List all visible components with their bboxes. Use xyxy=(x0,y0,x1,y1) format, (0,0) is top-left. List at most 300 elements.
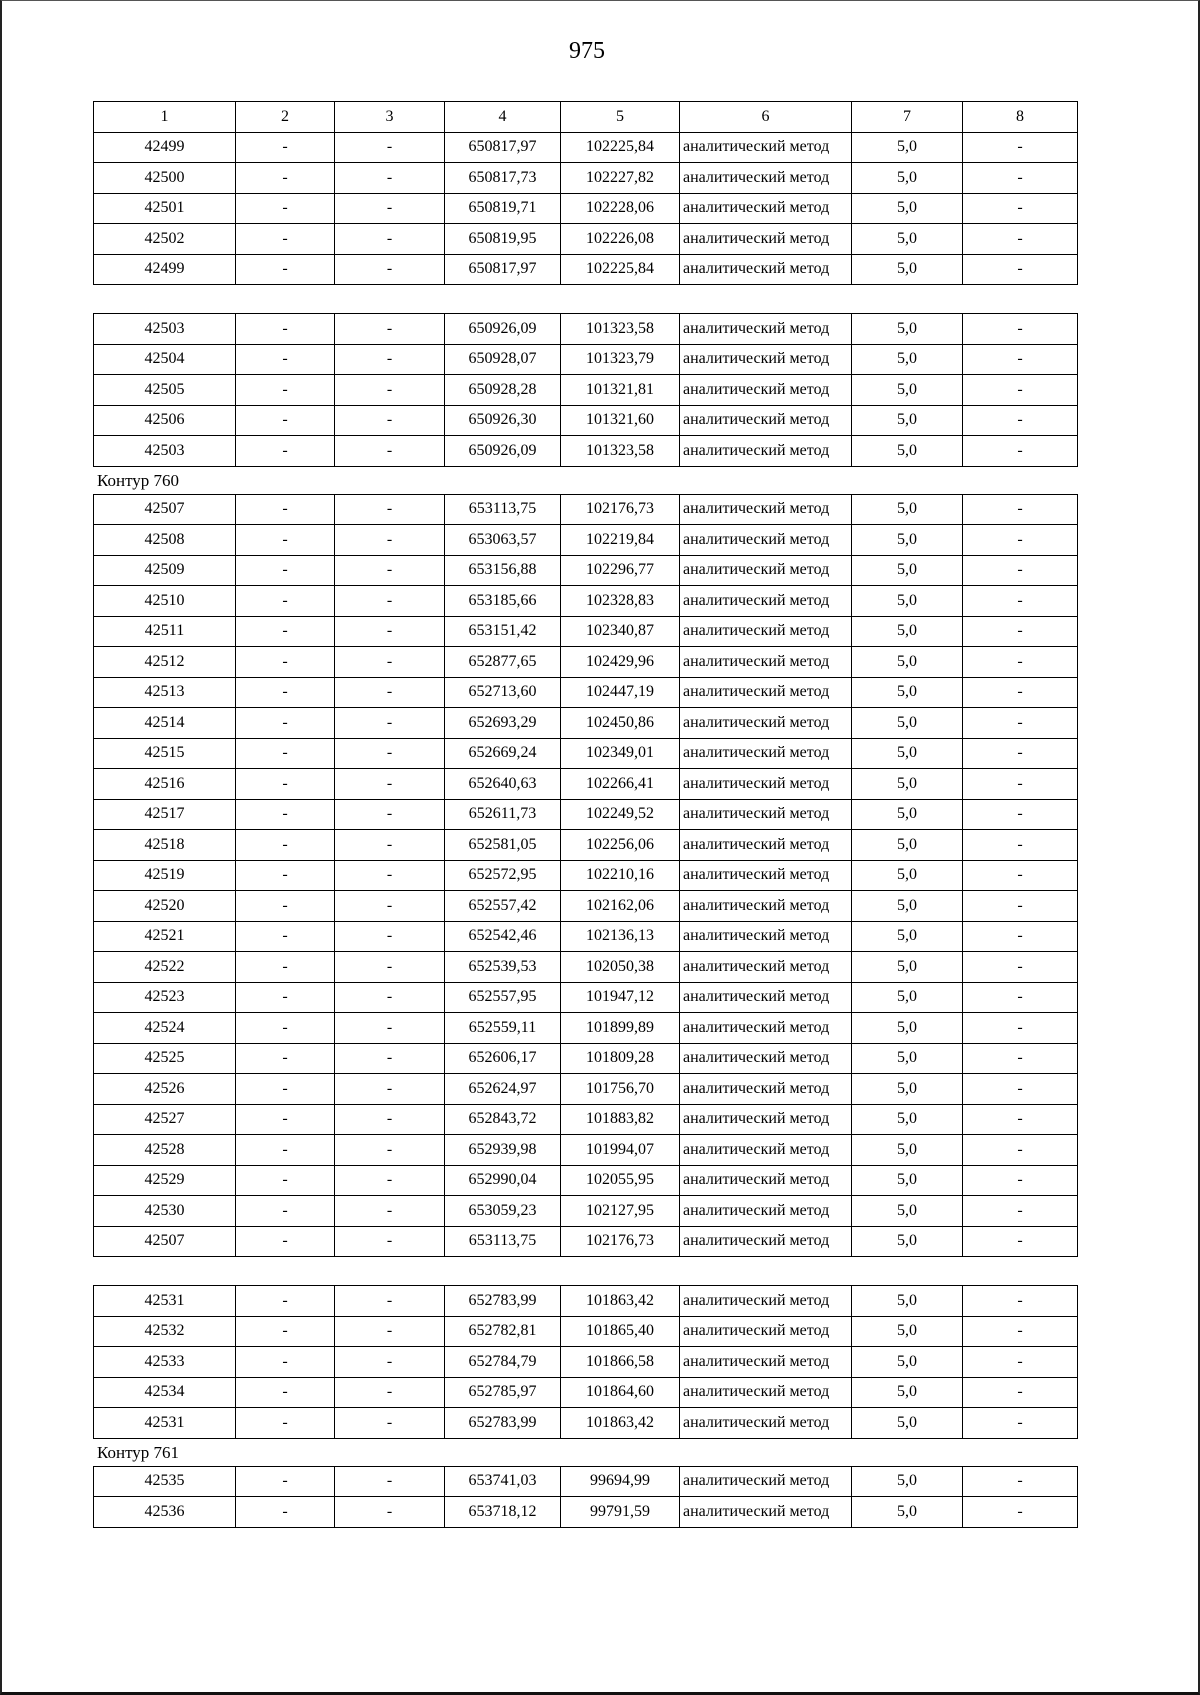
method-cell: аналитический метод xyxy=(680,1377,852,1408)
col-8-cell: - xyxy=(963,314,1078,345)
col-2-cell: - xyxy=(236,224,335,255)
contour-label: Контур 761 xyxy=(97,1442,180,1462)
coord-x-cell: 653741,03 xyxy=(445,1466,561,1497)
col-3-cell: - xyxy=(335,952,445,983)
col-2-cell: - xyxy=(236,344,335,375)
col-8-cell: - xyxy=(963,982,1078,1013)
accuracy-cell: 5,0 xyxy=(852,738,963,769)
table-row xyxy=(94,1226,1078,1257)
coord-x-cell: 652783,99 xyxy=(445,1286,561,1317)
col-2-cell: - xyxy=(236,405,335,436)
accuracy-cell: 5,0 xyxy=(852,193,963,224)
accuracy-cell: 5,0 xyxy=(852,799,963,830)
col-8-cell: - xyxy=(963,405,1078,436)
point-number-cell: 42534 xyxy=(94,1377,236,1408)
col-3-cell: - xyxy=(335,616,445,647)
method-cell: аналитический метод xyxy=(680,616,852,647)
method-cell: аналитический метод xyxy=(680,1196,852,1227)
coord-y-cell: 102228,06 xyxy=(561,193,680,224)
coord-x-cell: 652581,05 xyxy=(445,830,561,861)
col-3-cell: - xyxy=(335,891,445,922)
table-row xyxy=(94,799,1078,830)
col-2-cell: - xyxy=(236,1196,335,1227)
col-8-cell: - xyxy=(963,1466,1078,1497)
coord-y-cell: 102266,41 xyxy=(561,769,680,800)
table-row xyxy=(94,224,1078,255)
coord-y-cell: 101323,58 xyxy=(561,436,680,467)
col-2-cell: - xyxy=(236,1286,335,1317)
col-8-cell: - xyxy=(963,1135,1078,1166)
col-2-cell: - xyxy=(236,1347,335,1378)
col-3-cell: - xyxy=(335,1013,445,1044)
coordinates-table xyxy=(93,313,1078,467)
col-3-cell: - xyxy=(335,860,445,891)
point-number-cell: 42506 xyxy=(94,405,236,436)
col-2-cell: - xyxy=(236,436,335,467)
point-number-cell: 42519 xyxy=(94,860,236,891)
method-cell: аналитический метод xyxy=(680,1466,852,1497)
table-row xyxy=(94,1043,1078,1074)
accuracy-cell: 5,0 xyxy=(852,314,963,345)
col-3-cell: - xyxy=(335,1135,445,1166)
accuracy-cell: 5,0 xyxy=(852,921,963,952)
col-2-cell: - xyxy=(236,708,335,739)
coord-y-cell: 102450,86 xyxy=(561,708,680,739)
col-2-cell: - xyxy=(236,555,335,586)
point-number-cell: 42527 xyxy=(94,1104,236,1135)
method-cell: аналитический метод xyxy=(680,436,852,467)
table-row xyxy=(94,677,1078,708)
coord-y-cell: 102296,77 xyxy=(561,555,680,586)
point-number-cell: 42503 xyxy=(94,436,236,467)
col-8-cell: - xyxy=(963,799,1078,830)
coord-x-cell: 652693,29 xyxy=(445,708,561,739)
method-cell: аналитический метод xyxy=(680,1347,852,1378)
col-3-cell: - xyxy=(335,132,445,163)
point-number-cell: 42508 xyxy=(94,525,236,556)
point-number-cell: 42514 xyxy=(94,708,236,739)
method-cell: аналитический метод xyxy=(680,952,852,983)
coord-x-cell: 650928,28 xyxy=(445,375,561,406)
coord-y-cell: 102226,08 xyxy=(561,224,680,255)
method-cell: аналитический метод xyxy=(680,314,852,345)
coord-x-cell: 653113,75 xyxy=(445,1226,561,1257)
coord-x-cell: 653156,88 xyxy=(445,555,561,586)
accuracy-cell: 5,0 xyxy=(852,891,963,922)
coordinates-table xyxy=(93,1466,1078,1528)
method-cell: аналитический метод xyxy=(680,1135,852,1166)
col-8-cell: - xyxy=(963,769,1078,800)
col-3-cell: - xyxy=(335,1408,445,1439)
col-2-cell: - xyxy=(236,1316,335,1347)
accuracy-cell: 5,0 xyxy=(852,586,963,617)
col-3-cell: - xyxy=(335,647,445,678)
col-2-cell: - xyxy=(236,1043,335,1074)
point-number-cell: 42515 xyxy=(94,738,236,769)
header-cell: 1 xyxy=(94,102,236,133)
col-2-cell: - xyxy=(236,1226,335,1257)
method-cell: аналитический метод xyxy=(680,1286,852,1317)
coord-x-cell: 652669,24 xyxy=(445,738,561,769)
coord-x-cell: 653113,75 xyxy=(445,494,561,525)
point-number-cell: 42524 xyxy=(94,1013,236,1044)
col-8-cell: - xyxy=(963,1226,1078,1257)
col-2-cell: - xyxy=(236,738,335,769)
coord-y-cell: 101323,79 xyxy=(561,344,680,375)
col-2-cell: - xyxy=(236,494,335,525)
table-row xyxy=(94,1347,1078,1378)
col-3-cell: - xyxy=(335,1226,445,1257)
col-3-cell: - xyxy=(335,254,445,285)
coord-x-cell: 650817,97 xyxy=(445,254,561,285)
table-row xyxy=(94,405,1078,436)
col-2-cell: - xyxy=(236,1013,335,1044)
accuracy-cell: 5,0 xyxy=(852,830,963,861)
accuracy-cell: 5,0 xyxy=(852,224,963,255)
col-8-cell: - xyxy=(963,1286,1078,1317)
point-number-cell: 42517 xyxy=(94,799,236,830)
accuracy-cell: 5,0 xyxy=(852,1497,963,1528)
coord-y-cell: 101863,42 xyxy=(561,1286,680,1317)
point-number-cell: 42510 xyxy=(94,586,236,617)
col-2-cell: - xyxy=(236,1074,335,1105)
col-8-cell: - xyxy=(963,952,1078,983)
table-row xyxy=(94,1074,1078,1105)
coord-y-cell: 101866,58 xyxy=(561,1347,680,1378)
coord-y-cell: 101994,07 xyxy=(561,1135,680,1166)
col-8-cell: - xyxy=(963,1165,1078,1196)
accuracy-cell: 5,0 xyxy=(852,375,963,406)
accuracy-cell: 5,0 xyxy=(852,1074,963,1105)
col-8-cell: - xyxy=(963,860,1078,891)
col-8-cell: - xyxy=(963,494,1078,525)
coord-y-cell: 102447,19 xyxy=(561,677,680,708)
col-2-cell: - xyxy=(236,1497,335,1528)
col-3-cell: - xyxy=(335,375,445,406)
col-2-cell: - xyxy=(236,891,335,922)
col-3-cell: - xyxy=(335,344,445,375)
method-cell: аналитический метод xyxy=(680,769,852,800)
coordinates-table xyxy=(93,1285,1078,1439)
coord-x-cell: 652611,73 xyxy=(445,799,561,830)
header-row xyxy=(94,102,1078,133)
coord-x-cell: 653151,42 xyxy=(445,616,561,647)
coord-y-cell: 101756,70 xyxy=(561,1074,680,1105)
col-2-cell: - xyxy=(236,647,335,678)
point-number-cell: 42503 xyxy=(94,314,236,345)
coord-y-cell: 102136,13 xyxy=(561,921,680,952)
accuracy-cell: 5,0 xyxy=(852,952,963,983)
table-row xyxy=(94,1377,1078,1408)
point-number-cell: 42505 xyxy=(94,375,236,406)
table-row xyxy=(94,1497,1078,1528)
coord-y-cell: 101323,58 xyxy=(561,314,680,345)
coord-y-cell: 102349,01 xyxy=(561,738,680,769)
coordinates-table xyxy=(93,494,1078,1258)
method-cell: аналитический метод xyxy=(680,799,852,830)
accuracy-cell: 5,0 xyxy=(852,163,963,194)
col-8-cell: - xyxy=(963,1074,1078,1105)
coord-x-cell: 652843,72 xyxy=(445,1104,561,1135)
coord-x-cell: 652606,17 xyxy=(445,1043,561,1074)
point-number-cell: 42531 xyxy=(94,1286,236,1317)
header-cell: 3 xyxy=(335,102,445,133)
method-cell: аналитический метод xyxy=(680,1043,852,1074)
col-8-cell: - xyxy=(963,738,1078,769)
col-2-cell: - xyxy=(236,163,335,194)
method-cell: аналитический метод xyxy=(680,860,852,891)
method-cell: аналитический метод xyxy=(680,1104,852,1135)
method-cell: аналитический метод xyxy=(680,375,852,406)
col-3-cell: - xyxy=(335,921,445,952)
method-cell: аналитический метод xyxy=(680,405,852,436)
col-2-cell: - xyxy=(236,314,335,345)
col-2-cell: - xyxy=(236,677,335,708)
col-3-cell: - xyxy=(335,1165,445,1196)
point-number-cell: 42509 xyxy=(94,555,236,586)
coord-y-cell: 102210,16 xyxy=(561,860,680,891)
method-cell: аналитический метод xyxy=(680,1013,852,1044)
accuracy-cell: 5,0 xyxy=(852,1135,963,1166)
coord-x-cell: 650926,30 xyxy=(445,405,561,436)
table-row xyxy=(94,586,1078,617)
header-cell: 7 xyxy=(852,102,963,133)
coord-y-cell: 102050,38 xyxy=(561,952,680,983)
col-8-cell: - xyxy=(963,224,1078,255)
coord-x-cell: 650819,71 xyxy=(445,193,561,224)
col-8-cell: - xyxy=(963,677,1078,708)
method-cell: аналитический метод xyxy=(680,830,852,861)
point-number-cell: 42499 xyxy=(94,132,236,163)
method-cell: аналитический метод xyxy=(680,163,852,194)
method-cell: аналитический метод xyxy=(680,344,852,375)
table-row xyxy=(94,860,1078,891)
point-number-cell: 42521 xyxy=(94,921,236,952)
table-row xyxy=(94,1286,1078,1317)
col-3-cell: - xyxy=(335,708,445,739)
point-number-cell: 42513 xyxy=(94,677,236,708)
accuracy-cell: 5,0 xyxy=(852,1316,963,1347)
method-cell: аналитический метод xyxy=(680,494,852,525)
method-cell: аналитический метод xyxy=(680,677,852,708)
table-row xyxy=(94,436,1078,467)
coordinates-document xyxy=(93,101,1077,1528)
coord-y-cell: 101947,12 xyxy=(561,982,680,1013)
method-cell: аналитический метод xyxy=(680,1165,852,1196)
col-8-cell: - xyxy=(963,254,1078,285)
coord-y-cell: 102340,87 xyxy=(561,616,680,647)
coord-y-cell: 102219,84 xyxy=(561,525,680,556)
accuracy-cell: 5,0 xyxy=(852,1466,963,1497)
col-3-cell: - xyxy=(335,738,445,769)
accuracy-cell: 5,0 xyxy=(852,1347,963,1378)
col-8-cell: - xyxy=(963,132,1078,163)
table-row xyxy=(94,616,1078,647)
col-8-cell: - xyxy=(963,1043,1078,1074)
col-2-cell: - xyxy=(236,1165,335,1196)
method-cell: аналитический метод xyxy=(680,738,852,769)
method-cell: аналитический метод xyxy=(680,982,852,1013)
coord-x-cell: 650928,07 xyxy=(445,344,561,375)
table-row xyxy=(94,254,1078,285)
table-row xyxy=(94,163,1078,194)
coord-x-cell: 650817,97 xyxy=(445,132,561,163)
coord-x-cell: 652990,04 xyxy=(445,1165,561,1196)
point-number-cell: 42525 xyxy=(94,1043,236,1074)
coord-x-cell: 652939,98 xyxy=(445,1135,561,1166)
table-row xyxy=(94,1196,1078,1227)
table-row xyxy=(94,952,1078,983)
method-cell: аналитический метод xyxy=(680,525,852,556)
accuracy-cell: 5,0 xyxy=(852,405,963,436)
coord-y-cell: 99791,59 xyxy=(561,1497,680,1528)
point-number-cell: 42526 xyxy=(94,1074,236,1105)
accuracy-cell: 5,0 xyxy=(852,1377,963,1408)
col-2-cell: - xyxy=(236,799,335,830)
coord-x-cell: 653718,12 xyxy=(445,1497,561,1528)
method-cell: аналитический метод xyxy=(680,224,852,255)
col-3-cell: - xyxy=(335,799,445,830)
method-cell: аналитический метод xyxy=(680,1074,852,1105)
coord-y-cell: 101809,28 xyxy=(561,1043,680,1074)
coord-y-cell: 101864,60 xyxy=(561,1377,680,1408)
coord-x-cell: 650819,95 xyxy=(445,224,561,255)
method-cell: аналитический метод xyxy=(680,1226,852,1257)
accuracy-cell: 5,0 xyxy=(852,1165,963,1196)
col-8-cell: - xyxy=(963,525,1078,556)
table-row xyxy=(94,647,1078,678)
coord-x-cell: 652542,46 xyxy=(445,921,561,952)
col-3-cell: - xyxy=(335,525,445,556)
accuracy-cell: 5,0 xyxy=(852,1408,963,1439)
table-row xyxy=(94,555,1078,586)
col-2-cell: - xyxy=(236,1135,335,1166)
table-row xyxy=(94,314,1078,345)
coord-x-cell: 652557,42 xyxy=(445,891,561,922)
table-row xyxy=(94,1408,1078,1439)
table-row xyxy=(94,708,1078,739)
coord-x-cell: 650926,09 xyxy=(445,436,561,467)
table-row xyxy=(94,738,1078,769)
coord-y-cell: 99694,99 xyxy=(561,1466,680,1497)
coord-x-cell: 652539,53 xyxy=(445,952,561,983)
col-3-cell: - xyxy=(335,1074,445,1105)
coord-x-cell: 652572,95 xyxy=(445,860,561,891)
col-8-cell: - xyxy=(963,344,1078,375)
method-cell: аналитический метод xyxy=(680,891,852,922)
col-8-cell: - xyxy=(963,708,1078,739)
method-cell: аналитический метод xyxy=(680,1408,852,1439)
coord-y-cell: 102249,52 xyxy=(561,799,680,830)
col-3-cell: - xyxy=(335,193,445,224)
coord-y-cell: 102225,84 xyxy=(561,254,680,285)
col-3-cell: - xyxy=(335,314,445,345)
table-row xyxy=(94,982,1078,1013)
accuracy-cell: 5,0 xyxy=(852,525,963,556)
header-cell: 8 xyxy=(963,102,1078,133)
col-8-cell: - xyxy=(963,555,1078,586)
header-cell: 4 xyxy=(445,102,561,133)
block-spacer xyxy=(93,285,1077,313)
point-number-cell: 42504 xyxy=(94,344,236,375)
table-row xyxy=(94,921,1078,952)
coord-y-cell: 101883,82 xyxy=(561,1104,680,1135)
table-row xyxy=(94,1013,1078,1044)
header-cell: 5 xyxy=(561,102,680,133)
col-3-cell: - xyxy=(335,1466,445,1497)
method-cell: аналитический метод xyxy=(680,254,852,285)
point-number-cell: 42499 xyxy=(94,254,236,285)
col-3-cell: - xyxy=(335,1104,445,1135)
accuracy-cell: 5,0 xyxy=(852,1286,963,1317)
table-row xyxy=(94,891,1078,922)
point-number-cell: 42500 xyxy=(94,163,236,194)
col-8-cell: - xyxy=(963,1013,1078,1044)
accuracy-cell: 5,0 xyxy=(852,616,963,647)
col-2-cell: - xyxy=(236,132,335,163)
point-number-cell: 42501 xyxy=(94,193,236,224)
table-row xyxy=(94,1104,1078,1135)
accuracy-cell: 5,0 xyxy=(852,494,963,525)
col-2-cell: - xyxy=(236,1377,335,1408)
coord-x-cell: 653063,57 xyxy=(445,525,561,556)
coord-x-cell: 652559,11 xyxy=(445,1013,561,1044)
coord-y-cell: 101865,40 xyxy=(561,1316,680,1347)
col-3-cell: - xyxy=(335,163,445,194)
coord-y-cell: 102256,06 xyxy=(561,830,680,861)
table-row xyxy=(94,1135,1078,1166)
accuracy-cell: 5,0 xyxy=(852,1104,963,1135)
col-8-cell: - xyxy=(963,921,1078,952)
point-number-cell: 42531 xyxy=(94,1408,236,1439)
coord-y-cell: 101863,42 xyxy=(561,1408,680,1439)
col-2-cell: - xyxy=(236,1408,335,1439)
col-2-cell: - xyxy=(236,616,335,647)
coord-y-cell: 102429,96 xyxy=(561,647,680,678)
table-row xyxy=(94,769,1078,800)
col-3-cell: - xyxy=(335,1497,445,1528)
coord-x-cell: 652784,79 xyxy=(445,1347,561,1378)
col-2-cell: - xyxy=(236,860,335,891)
table-row xyxy=(94,1165,1078,1196)
coord-y-cell: 101899,89 xyxy=(561,1013,680,1044)
coord-x-cell: 652782,81 xyxy=(445,1316,561,1347)
coord-y-cell: 102176,73 xyxy=(561,1226,680,1257)
col-3-cell: - xyxy=(335,1347,445,1378)
accuracy-cell: 5,0 xyxy=(852,436,963,467)
method-cell: аналитический метод xyxy=(680,647,852,678)
point-number-cell: 42535 xyxy=(94,1466,236,1497)
point-number-cell: 42512 xyxy=(94,647,236,678)
coord-y-cell: 102328,83 xyxy=(561,586,680,617)
coord-x-cell: 652877,65 xyxy=(445,647,561,678)
accuracy-cell: 5,0 xyxy=(852,1043,963,1074)
col-2-cell: - xyxy=(236,830,335,861)
col-8-cell: - xyxy=(963,1104,1078,1135)
col-3-cell: - xyxy=(335,1286,445,1317)
accuracy-cell: 5,0 xyxy=(852,254,963,285)
method-cell: аналитический метод xyxy=(680,1497,852,1528)
table-row xyxy=(94,1466,1078,1497)
col-8-cell: - xyxy=(963,891,1078,922)
col-3-cell: - xyxy=(335,436,445,467)
col-8-cell: - xyxy=(963,1316,1078,1347)
coord-x-cell: 652640,63 xyxy=(445,769,561,800)
table-row xyxy=(94,525,1078,556)
accuracy-cell: 5,0 xyxy=(852,344,963,375)
col-2-cell: - xyxy=(236,193,335,224)
method-cell: аналитический метод xyxy=(680,193,852,224)
